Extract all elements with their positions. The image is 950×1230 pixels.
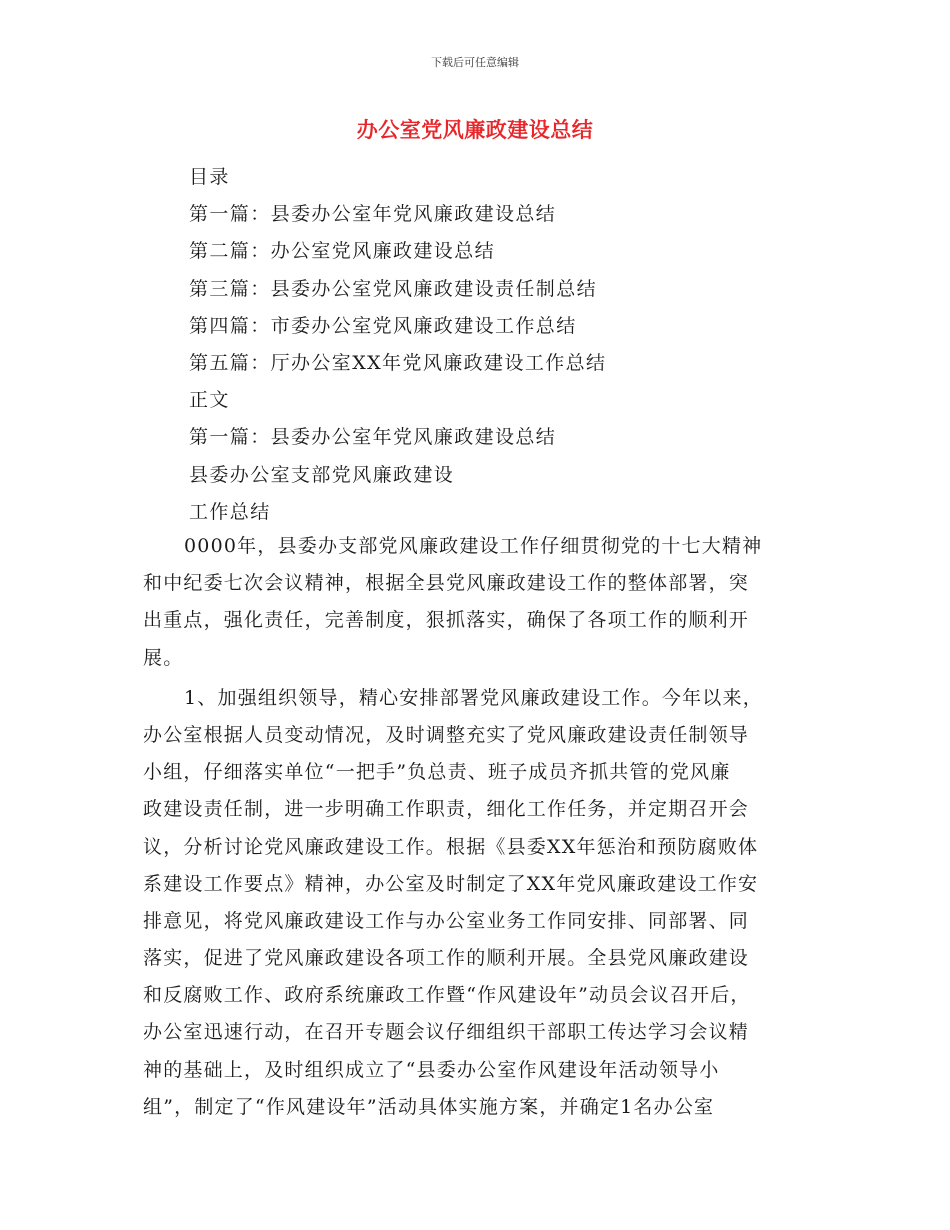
page-header-note: 下载后可任意编辑 xyxy=(431,56,519,69)
paragraph-line: 出重点，强化责任，完善制度，狠抓落实，确保了各项工作的顺利开 xyxy=(143,609,750,632)
toc-heading: 目录 xyxy=(189,166,230,188)
chapter-title: 第一篇：县委办公室年党风廉政建设总结 xyxy=(189,426,557,449)
paragraph-line: 落实，促进了党风廉政建设各项工作的顺利开展。全县党风廉政建设 xyxy=(143,947,750,970)
toc-item-2: 第二篇：办公室党风廉政建设总结 xyxy=(189,240,496,263)
paragraph-line: 办公室根据人员变动情况，及时调整充实了党风廉政建设责任制领导 xyxy=(143,723,750,746)
paragraph-line: 系建设工作要点》精神，办公室及时制定了XX年党风廉政建设工作安 xyxy=(143,872,759,895)
paragraph-line: 0000年，县委办支部党风廉政建设工作仔细贯彻党的十七大精神 xyxy=(184,535,763,557)
paragraph-line: 办公室迅速行动，在召开专题会议仔细组织干部职工传达学习会议精 xyxy=(143,1021,750,1044)
toc-item-3: 第三篇：县委办公室党风廉政建设责任制总结 xyxy=(189,277,598,300)
paragraph-2 xyxy=(143,680,811,1126)
section-title-line-2: 工作总结 xyxy=(189,500,271,523)
section-title-line-1: 县委办公室支部党风廉政建设 xyxy=(189,463,455,486)
paragraph-line: 1、加强组织领导，精心安排部署党风廉政建设工作。今年以来， xyxy=(184,686,763,709)
body-text xyxy=(143,528,811,1126)
paragraph-line: 和中纪委七次会议精神，根据全县党风廉政建设工作的整体部署，突 xyxy=(143,572,750,595)
paragraph-line: 小组，仔细落实单位“一把手”负总责、班子成员齐抓共管的党风廉 xyxy=(143,761,731,784)
paragraph-line: 和反腐败工作、政府系统廉政工作暨“作风建设年”动员会议召开后， xyxy=(143,984,751,1007)
toc-item-4: 第四篇：市委办公室党风廉政建设工作总结 xyxy=(189,314,577,337)
paragraph-line: 排意见，将党风廉政建设工作与办公室业务工作同安排、同部署、同 xyxy=(143,909,750,932)
toc-item-1: 第一篇：县委办公室年党风廉政建设总结 xyxy=(189,203,557,226)
paragraph-line: 神的基础上，及时组织成立了“县委办公室作风建设年活动领导小 xyxy=(143,1058,720,1081)
document-title: 办公室党风廉政建设总结 xyxy=(356,117,594,142)
paragraph-line: 组”，制定了“作风建设年”活动具体实施方案，并确定1名办公室 xyxy=(143,1095,715,1118)
paragraph-1 xyxy=(143,528,811,677)
body-heading: 正文 xyxy=(189,389,230,412)
toc-item-5: 第五篇：厅办公室XX年党风廉政建设工作总结 xyxy=(189,351,607,374)
paragraph-line: 议，分析讨论党风廉政建设工作。根据《县委XX年惩治和预防腐败体 xyxy=(143,835,759,858)
paragraph-line: 展。 xyxy=(143,646,184,669)
table-of-contents xyxy=(189,159,829,531)
paragraph-line: 政建设责任制，进一步明确工作职责，细化工作任务，并定期召开会 xyxy=(143,798,750,821)
